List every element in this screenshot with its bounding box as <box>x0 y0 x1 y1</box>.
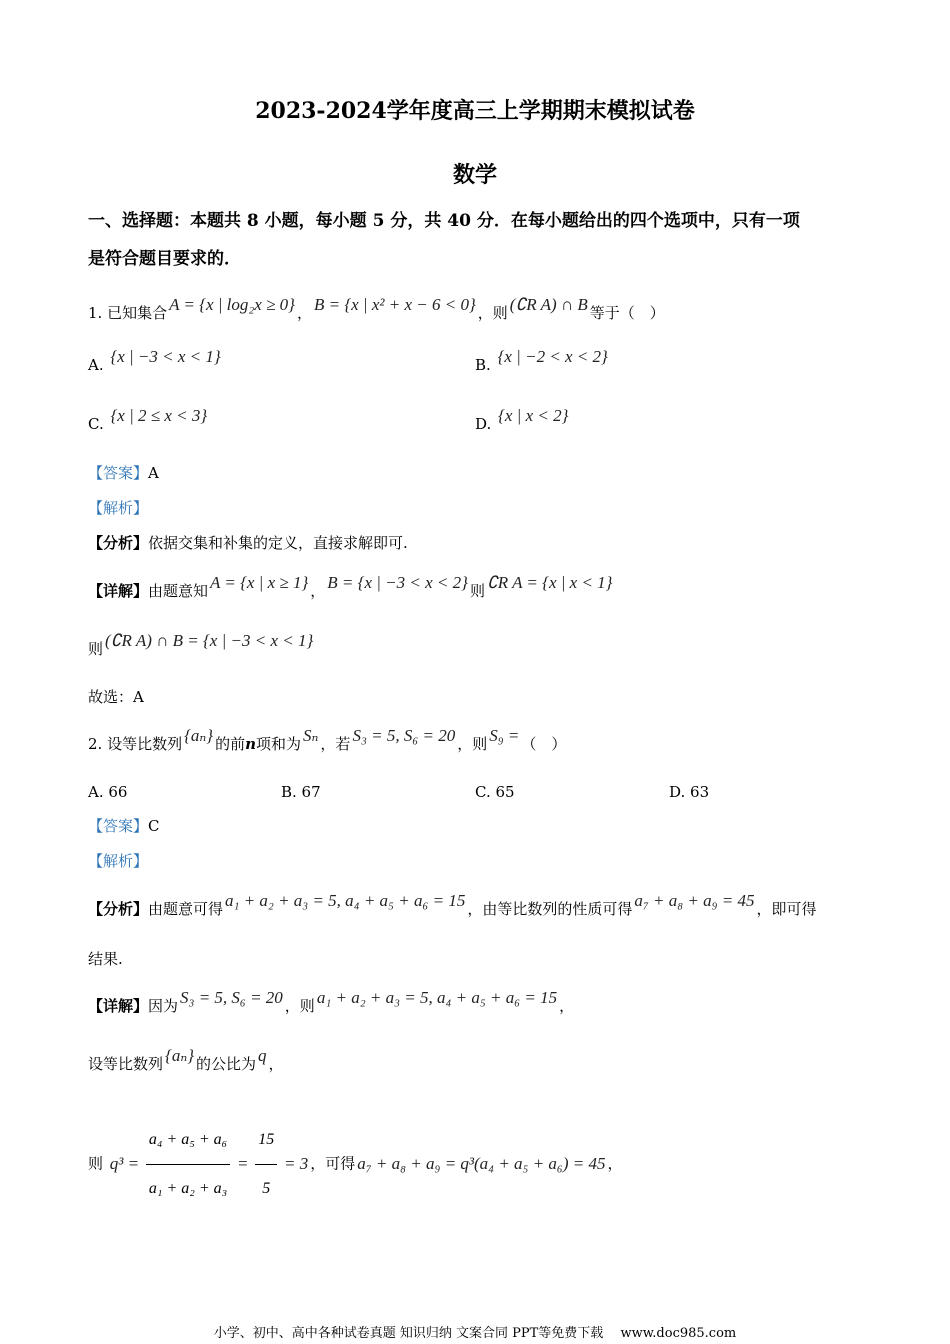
q2-calc-numerator2: 15 <box>255 1118 277 1165</box>
q1-option-c <box>88 406 209 435</box>
q1-suffix: 等于（ ） <box>589 304 665 322</box>
q1-option-b-value: {x | −2 < x < 2} <box>497 347 608 366</box>
q1-option-d-value: {x | x < 2} <box>498 406 569 425</box>
q1-detail-then: 则 <box>469 582 485 600</box>
q2-mid3: ，若 <box>320 735 351 753</box>
q2-option-a: A. 66 <box>88 783 128 801</box>
q1-answer-tag: 【答案】 <box>88 464 149 482</box>
page-footer: 小学、初中、高中各种试卷真题 知识归纳 文案合同 PPT等免费下载 www.doc985.com <box>213 1326 737 1341</box>
q2-suffix: （ ） <box>521 735 567 753</box>
q1-expr: (∁R A) ∩ B <box>509 295 588 314</box>
q2-mid2: 项和为 <box>256 735 302 753</box>
q2-detail-eq: a₁ + a₂ + a₃ = 5, a₄ + a₅ + a₆ = 15 <box>316 988 558 1007</box>
q1-detail <box>88 573 614 602</box>
q2-s9: S₉ = <box>489 726 520 745</box>
q1-detail-set-a: A = {x | x ≥ 1} <box>210 573 309 592</box>
q2-n: n <box>245 735 257 753</box>
q2-calc-eq2: a₇ + a₈ + a₉ = q³(a₄ + a₅ + a₆) = 45 <box>357 1153 606 1173</box>
q1-detail-complement: ∁R A = {x | x < 1} <box>486 573 613 592</box>
q2-fenxi-tag: 【分析】 <box>88 900 149 918</box>
q1-detail-set-b: B = {x | −3 < x < 2} <box>327 573 468 592</box>
q1-detail-text: 由题意知 <box>148 582 209 600</box>
q2-ratio-text3: ， <box>268 1055 284 1073</box>
q2-calc-text: ，可得 <box>310 1154 356 1173</box>
q1-option-a <box>88 347 223 376</box>
q2-fenxi <box>88 891 817 920</box>
q1-result-expr: (∁R A) ∩ B = {x | −3 < x < 1} <box>105 631 314 650</box>
q2-cond: S₃ = 5, S₆ = 20 <box>352 726 456 745</box>
q2-detail-tag: 【详解】 <box>88 997 149 1015</box>
question-2 <box>88 726 567 755</box>
q1-comma: ， <box>296 304 312 322</box>
q2-sn: Sₙ <box>303 726 319 745</box>
q2-calc <box>88 1118 623 1211</box>
q1-then: ，则 <box>477 304 508 322</box>
q2-detail <box>88 988 575 1017</box>
q2-mid1: 的前 <box>215 735 246 753</box>
q2-detail-text1: 因为 <box>148 997 179 1015</box>
q1-prefix: 1. 已知集合 <box>88 304 168 322</box>
q1-fenxi <box>88 532 408 554</box>
q2-analysis-tag: 【解析】 <box>88 852 149 870</box>
q1-option-b <box>475 347 610 376</box>
q1-option-d <box>475 406 570 435</box>
q2-calc-fraction2 <box>255 1118 277 1211</box>
q2-answer-tag: 【答案】 <box>88 817 149 835</box>
q1-option-b-label: B. <box>475 356 491 374</box>
q2-option-b: B. 67 <box>281 783 321 801</box>
q2-fenxi-text2: ，由等比数列的性质可得 <box>467 900 633 918</box>
q1-answer-value: A <box>148 464 159 482</box>
q1-detail-tag: 【详解】 <box>88 582 149 600</box>
q2-calc-numerator: a₄ + a₅ + a₆ <box>146 1118 230 1165</box>
q2-mid4: ，则 <box>457 735 488 753</box>
q2-fenxi-text3: ，即可得 <box>756 900 817 918</box>
q2-calc-lhs: q³ = <box>109 1153 140 1173</box>
q2-detail-text3: ， <box>559 997 575 1015</box>
q2-prefix: 2. 设等比数列 <box>88 735 183 753</box>
q1-option-a-value: {x | −3 < x < 1} <box>110 347 221 366</box>
q2-ratio-text2: 的公比为 <box>196 1055 257 1073</box>
q1-set-a: A = {x | log₂x ≥ 0} <box>169 295 295 314</box>
q2-calc-eq: = <box>236 1153 249 1173</box>
section-heading-line2: 是符合题目要求的． <box>88 249 241 269</box>
q2-calc-end: ， <box>607 1154 623 1173</box>
q2-fenxi-text1: 由题意可得 <box>148 900 224 918</box>
q2-fenxi-line2: 结果. <box>88 950 123 968</box>
q2-calc-fraction <box>146 1118 230 1211</box>
q2-fenxi-eq1: a₁ + a₂ + a₃ = 5, a₄ + a₅ + a₆ = 15 <box>225 891 466 910</box>
q2-detail-text2: ，则 <box>284 997 315 1015</box>
q2-ratio <box>88 1046 284 1075</box>
q2-fenxi-eq2: a₇ + a₈ + a₉ = 45 <box>634 891 755 910</box>
q2-seq: {aₙ} <box>184 726 214 745</box>
q2-option-c: C. 65 <box>475 783 515 801</box>
q2-ratio-q: q <box>258 1046 267 1065</box>
q2-ratio-seq: {aₙ} <box>165 1046 195 1065</box>
q2-option-d: D. 63 <box>669 783 710 801</box>
q2-calc-denominator2: 5 <box>262 1180 271 1197</box>
question-1 <box>88 295 665 324</box>
section-heading-line1: 一、选择题：本题共 8 小题，每小题 5 分，共 40 分．在每小题给出的四个选项中，只有一项 <box>88 211 800 231</box>
q1-option-a-label: A. <box>88 356 104 374</box>
q2-detail-cond: S₃ = 5, S₆ = 20 <box>180 988 283 1007</box>
q1-option-c-label: C. <box>88 415 104 433</box>
q1-result-prefix: 则 <box>88 640 104 658</box>
q1-option-d-label: D. <box>475 415 492 433</box>
q1-final: 故选：A <box>88 688 144 706</box>
q2-calc-prefix: 则 <box>88 1154 104 1173</box>
q1-fenxi-text: 依据交集和补集的定义，直接求解即可. <box>148 534 408 552</box>
q2-answer <box>88 815 160 837</box>
q2-answer-value: C <box>148 817 160 835</box>
q2-calc-result: = 3 <box>284 1153 309 1173</box>
q2-calc-denominator: a₁ + a₂ + a₃ <box>148 1180 228 1197</box>
q1-fenxi-tag: 【分析】 <box>88 534 149 552</box>
exam-title: 2023-2024学年度高三上学期期末模拟试卷 <box>255 98 695 124</box>
q1-answer <box>88 462 159 484</box>
q1-detail-comma: ， <box>310 582 326 600</box>
subject-title: 数学 <box>452 162 497 188</box>
q1-option-c-value: {x | 2 ≤ x < 3} <box>110 406 208 425</box>
q1-result <box>88 631 315 660</box>
q2-ratio-text1: 设等比数列 <box>88 1055 164 1073</box>
q1-analysis-tag: 【解析】 <box>88 499 149 517</box>
q1-set-b: B = {x | x² + x − 6 < 0} <box>313 295 476 314</box>
